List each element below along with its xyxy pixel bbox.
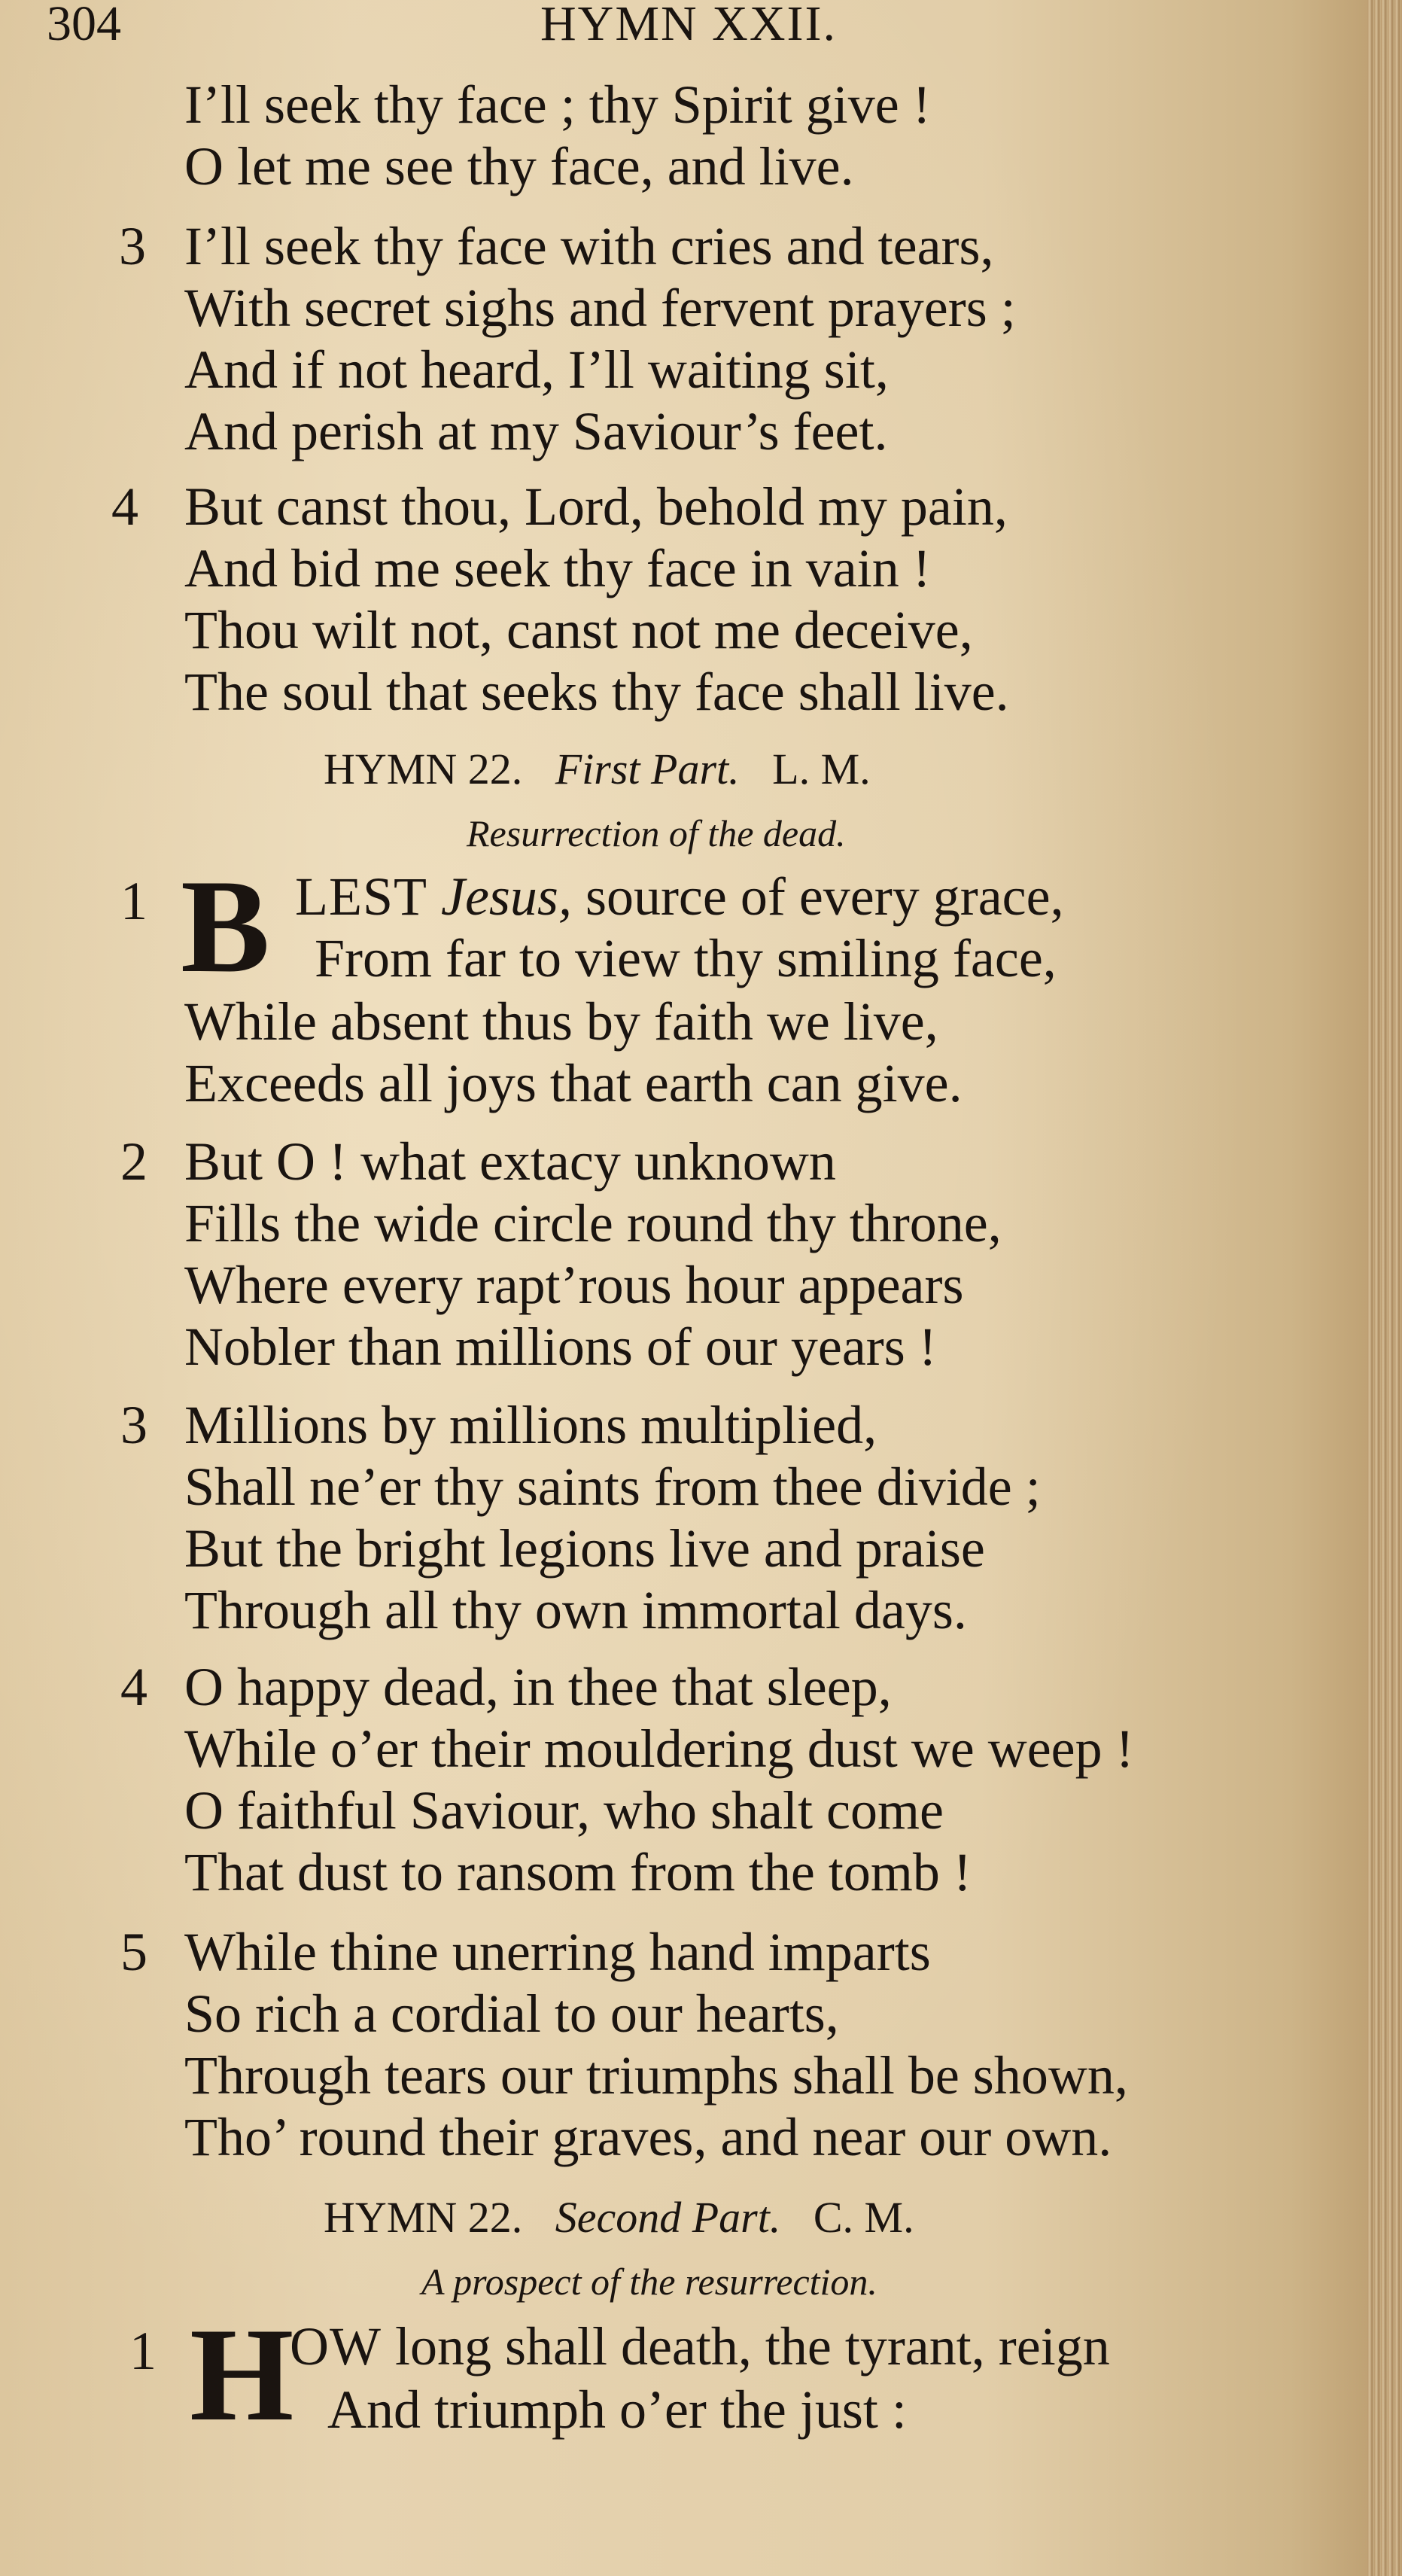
hymn-meter: L. M.: [772, 744, 871, 793]
verse-line: And perish at my Saviour’s feet.: [184, 401, 888, 461]
verse-line-tail: long shall death, the tyrant, reign: [394, 2316, 1110, 2377]
verse-line: Nobler than millions of our years !: [184, 1317, 937, 1377]
hymn-part: First Part.: [555, 744, 740, 793]
verse-number: 4: [120, 1657, 147, 1717]
verse-line: While o’er their mouldering dust we weep !: [184, 1719, 1134, 1779]
verse-line: Shall ne’er thy saints from thee divide ;: [184, 1457, 1041, 1517]
hymn-meter: C. M.: [813, 2193, 914, 2242]
verse-number: 1: [129, 2321, 157, 2381]
verse-line: But canst thou, Lord, behold my pain,: [184, 477, 1008, 537]
verse-line: And triumph o’er the just :: [327, 2380, 907, 2440]
verse-line: Through tears our triumphs shall be shown,: [184, 2045, 1128, 2106]
hymn-subtitle: A prospect of the resurrection.: [421, 2261, 877, 2303]
running-title: HYMN XXII.: [540, 0, 837, 51]
continuation-line: O let me see thy face, and live.: [184, 136, 854, 196]
verse-line: O happy dead, in thee that sleep,: [184, 1657, 892, 1717]
page-edge: [1367, 0, 1402, 2576]
drop-cap: B: [181, 851, 270, 1000]
verse-line: I’ll seek thy face with cries and tears,: [184, 216, 994, 276]
verse-number: 2: [120, 1131, 147, 1192]
drop-cap-rest: LEST: [295, 866, 427, 927]
verse-number: 3: [119, 216, 146, 276]
verse-line: Millions by millions multiplied,: [184, 1395, 877, 1455]
hymn-part: Second Part.: [555, 2193, 781, 2242]
verse-line: But the bright legions live and praise: [184, 1518, 985, 1579]
drop-cap-rest: OW: [290, 2316, 382, 2377]
italic-name: Jesus,: [440, 866, 572, 927]
verse-line: While thine unerring hand imparts: [184, 1922, 931, 1982]
hymn-label: HYMN 22.: [324, 2193, 523, 2242]
verse-line: Where every rapt’rous hour appears: [184, 1255, 964, 1315]
page-number: 304: [47, 0, 121, 51]
verse-line: And if not heard, I’ll waiting sit,: [184, 340, 889, 400]
verse-line: From far to view thy smiling face,: [315, 928, 1057, 988]
verse-line: And bid me seek thy face in vain !: [184, 538, 931, 598]
verse-number: 1: [120, 871, 147, 931]
verse-number: 4: [111, 477, 138, 537]
hymn-subtitle: Resurrection of the dead.: [467, 812, 846, 854]
verse-line: With secret sighs and fervent prayers ;: [184, 278, 1016, 338]
verse-line: [295, 866, 1064, 927]
verse-line: Tho’ round their graves, and near our own.: [184, 2107, 1112, 2167]
verse-line: Exceeds all joys that earth can give.: [184, 1053, 963, 1113]
verse-line: Thou wilt not, canst not me deceive,: [184, 600, 973, 660]
verse-line: Through all thy own immortal days.: [184, 1580, 967, 1640]
verse-number: 5: [120, 1922, 147, 1982]
verse-line: [290, 2316, 1110, 2377]
hymn-heading: [324, 744, 871, 794]
hymn-label: HYMN 22.: [324, 744, 523, 793]
verse-line: So rich a cordial to our hearts,: [184, 1984, 839, 2044]
verse-number: 3: [120, 1395, 147, 1455]
verse-line-tail: source of every grace,: [585, 866, 1064, 927]
verse-line: The soul that seeks thy face shall live.: [184, 662, 1009, 722]
continuation-line: I’ll seek thy face ; thy Spirit give !: [184, 75, 931, 135]
verse-line: Fills the wide circle round thy throne,: [184, 1193, 1002, 1253]
verse-line: While absent thus by faith we live,: [184, 991, 938, 1052]
verse-line: That dust to ransom from the tomb !: [184, 1842, 972, 1902]
drop-cap: H: [190, 2300, 294, 2449]
hymn-heading: [324, 2192, 914, 2243]
verse-line: But O ! what extacy unknown: [184, 1131, 836, 1192]
verse-line: O faithful Saviour, who shalt come: [184, 1780, 944, 1841]
